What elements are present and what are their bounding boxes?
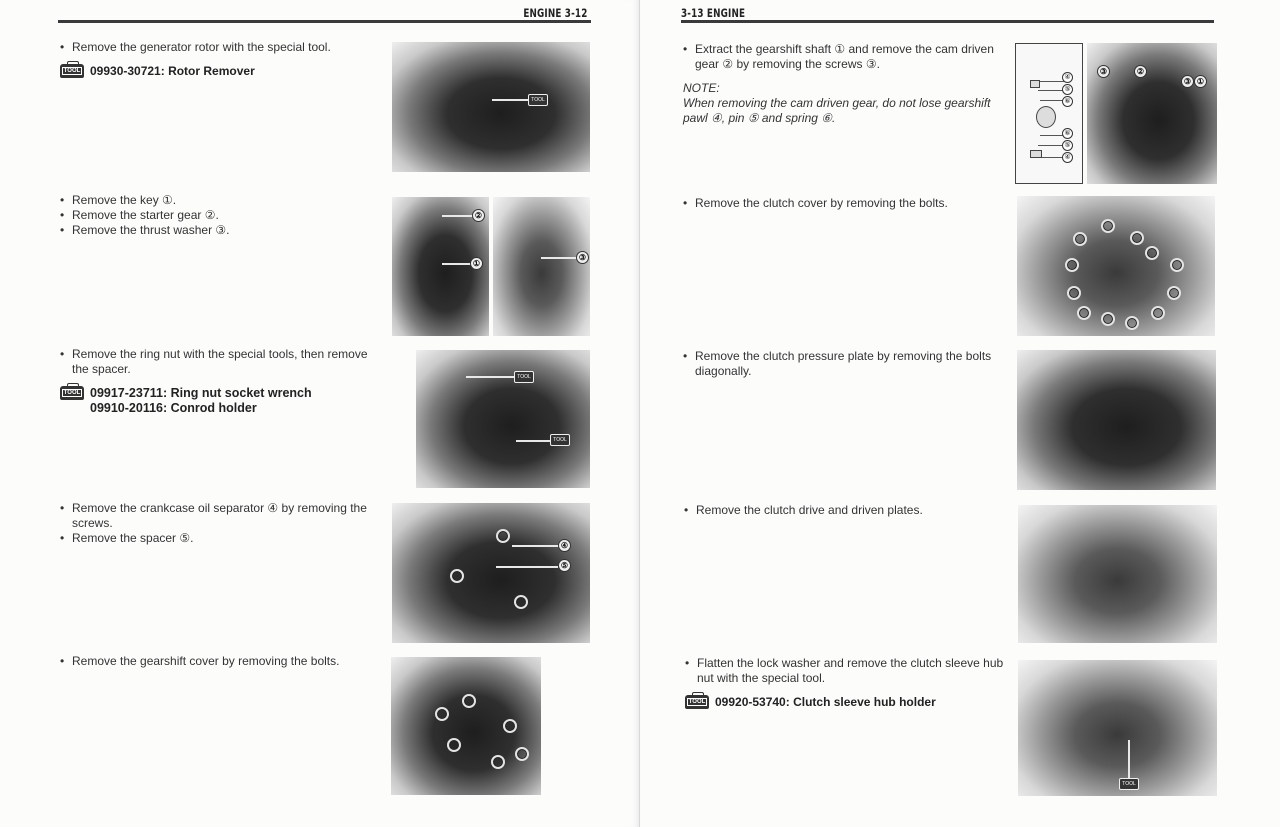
callout-leader (496, 566, 558, 568)
step-pressure-plate (683, 349, 1003, 379)
figure-gearshift-cover (391, 657, 541, 795)
step-gearshift-cover (60, 654, 380, 669)
callout-number: ④ (1062, 72, 1073, 83)
step-gearshift-shaft (683, 42, 1003, 126)
callout-leader (1038, 145, 1064, 146)
step-clutch-cover (683, 196, 1003, 211)
bolt-ring (435, 707, 449, 721)
callout-number: ① (470, 257, 483, 270)
note-text: When removing the cam driven gear, do not lose gearshift pawl ④, pin ⑤ and spring ⑥. (683, 96, 991, 125)
callout-leader (1042, 157, 1064, 158)
tool-reference (60, 64, 380, 79)
callout-number: ⑤ (558, 559, 571, 572)
bolt-ring (515, 747, 529, 761)
bolt-ring (1067, 286, 1081, 300)
callout-number: ② (472, 209, 485, 222)
step-bullet: • Remove the thrust washer ③. (60, 223, 380, 238)
figure-ring-nut (416, 350, 590, 488)
cam-part (1036, 106, 1056, 128)
callout-leader (1038, 90, 1064, 91)
callout-leader (442, 263, 472, 265)
callout-leader (1128, 740, 1130, 780)
step-bullet: • Remove the spacer ⑤. (60, 531, 380, 546)
toolbox-icon: TOOL (685, 695, 709, 709)
step-ring-nut (60, 347, 380, 416)
tool-tag: TOOL (528, 94, 548, 106)
tool-reference (60, 386, 380, 416)
tool-code: 09917-23711: Ring nut socket wrench (90, 386, 312, 400)
callout-number: ② (1134, 65, 1147, 78)
bolt-ring (462, 694, 476, 708)
bolt-ring (1065, 258, 1079, 272)
step-bullet: • Remove the generator rotor with the special tool. (60, 40, 380, 55)
bolt-ring (496, 529, 510, 543)
callout-leader (1040, 81, 1064, 82)
callout-leader (516, 440, 552, 442)
figure-oil-separator (392, 503, 590, 643)
bolt-ring (1125, 316, 1139, 330)
step-key-starter (60, 193, 380, 238)
tool-code: 09910-20116: Conrod holder (90, 401, 257, 415)
bolt-ring (491, 755, 505, 769)
step-bullet: • Remove the ring nut with the special tools, then remove the spacer. (60, 347, 380, 377)
step-oil-separator (60, 501, 380, 546)
callout-number: ③ (576, 251, 589, 264)
page-header-right: 3-13 ENGINE (681, 6, 746, 20)
figure-clutch-plates (1018, 505, 1217, 643)
callout-number: ⑥ (1062, 128, 1073, 139)
bolt-ring (1145, 246, 1159, 260)
figure-generator-rotor (392, 42, 590, 172)
bolt-ring (1151, 306, 1165, 320)
callout-number: ③ (1181, 75, 1194, 88)
step-bullet: • Remove the clutch pressure plate by removing the bolts diagonally. (683, 349, 1003, 379)
callout-leader (466, 376, 516, 378)
bolt-ring (503, 719, 517, 733)
callout-number: ⑤ (1062, 140, 1073, 151)
callout-number: ① (1194, 75, 1207, 88)
callout-leader (1040, 100, 1064, 101)
pawl-part (1030, 150, 1042, 158)
figure-key-starter-a (392, 197, 489, 336)
step-bullet: • Remove the key ①. (60, 193, 380, 208)
tool-tag: TOOL (550, 434, 570, 446)
step-bullet: • Remove the gearshift cover by removing the bolts. (60, 654, 380, 669)
step-bullet: • Remove the clutch drive and driven plates. (684, 503, 1004, 518)
bolt-ring (1170, 258, 1184, 272)
step-clutch-plates (684, 503, 1004, 518)
bolt-ring (450, 569, 464, 583)
figure-key-starter-b (493, 197, 590, 336)
bolt-ring (1077, 306, 1091, 320)
header-rule (681, 20, 1214, 23)
bolt-ring (1167, 286, 1181, 300)
tool-code: 09920-53740: Clutch sleeve hub holder (715, 695, 936, 709)
pawl-part (1030, 80, 1040, 88)
callout-number: ⑥ (1062, 96, 1073, 107)
callout-leader (492, 99, 530, 101)
callout-number: ⑤ (1062, 84, 1073, 95)
tool-reference (685, 695, 1005, 710)
figure-pressure-plate (1017, 350, 1216, 490)
step-bullet: • Flatten the lock washer and remove the clutch sleeve hub nut with the special tool. (685, 656, 1005, 686)
step-bullet: • Remove the starter gear ②. (60, 208, 380, 223)
tool-tag: TOOL (1119, 778, 1139, 790)
bolt-ring (1073, 232, 1087, 246)
callout-number: ③ (1097, 65, 1110, 78)
step-generator-rotor (60, 40, 380, 79)
note-label: NOTE: (683, 81, 720, 95)
bolt-ring (514, 595, 528, 609)
step-bullet: • Remove the crankcase oil separator ④ by removing the screws. (60, 501, 380, 531)
figure-clutch-cover (1017, 196, 1215, 336)
callout-leader (512, 545, 562, 547)
figure-gearshift-pawl-diagram (1015, 43, 1083, 184)
bolt-ring (1101, 312, 1115, 326)
right-page (641, 0, 1280, 827)
header-rule (58, 20, 591, 23)
bolt-ring (447, 738, 461, 752)
step-bullet: • Extract the gearshift shaft ① and remove the cam driven gear ② by removing the screws ③. (683, 42, 1003, 72)
toolbox-icon: TOOL (60, 64, 84, 78)
callout-number: ④ (1062, 152, 1073, 163)
step-sleeve-hub-nut (685, 656, 1005, 710)
toolbox-icon: TOOL (60, 386, 84, 400)
callout-number: ④ (558, 539, 571, 552)
tool-tag: TOOL (514, 371, 534, 383)
figure-sleeve-hub-nut (1018, 660, 1217, 796)
bolt-ring (1101, 219, 1115, 233)
figure-gearshift-shaft (1087, 43, 1217, 184)
bolt-ring (1130, 231, 1144, 245)
callout-leader (442, 215, 476, 217)
callout-leader (541, 257, 579, 259)
callout-leader (1040, 135, 1064, 136)
tool-code: 09930-30721: Rotor Remover (90, 64, 255, 78)
page-header-left: ENGINE 3-12 (522, 6, 587, 20)
step-bullet: • Remove the clutch cover by removing the bolts. (683, 196, 1003, 211)
